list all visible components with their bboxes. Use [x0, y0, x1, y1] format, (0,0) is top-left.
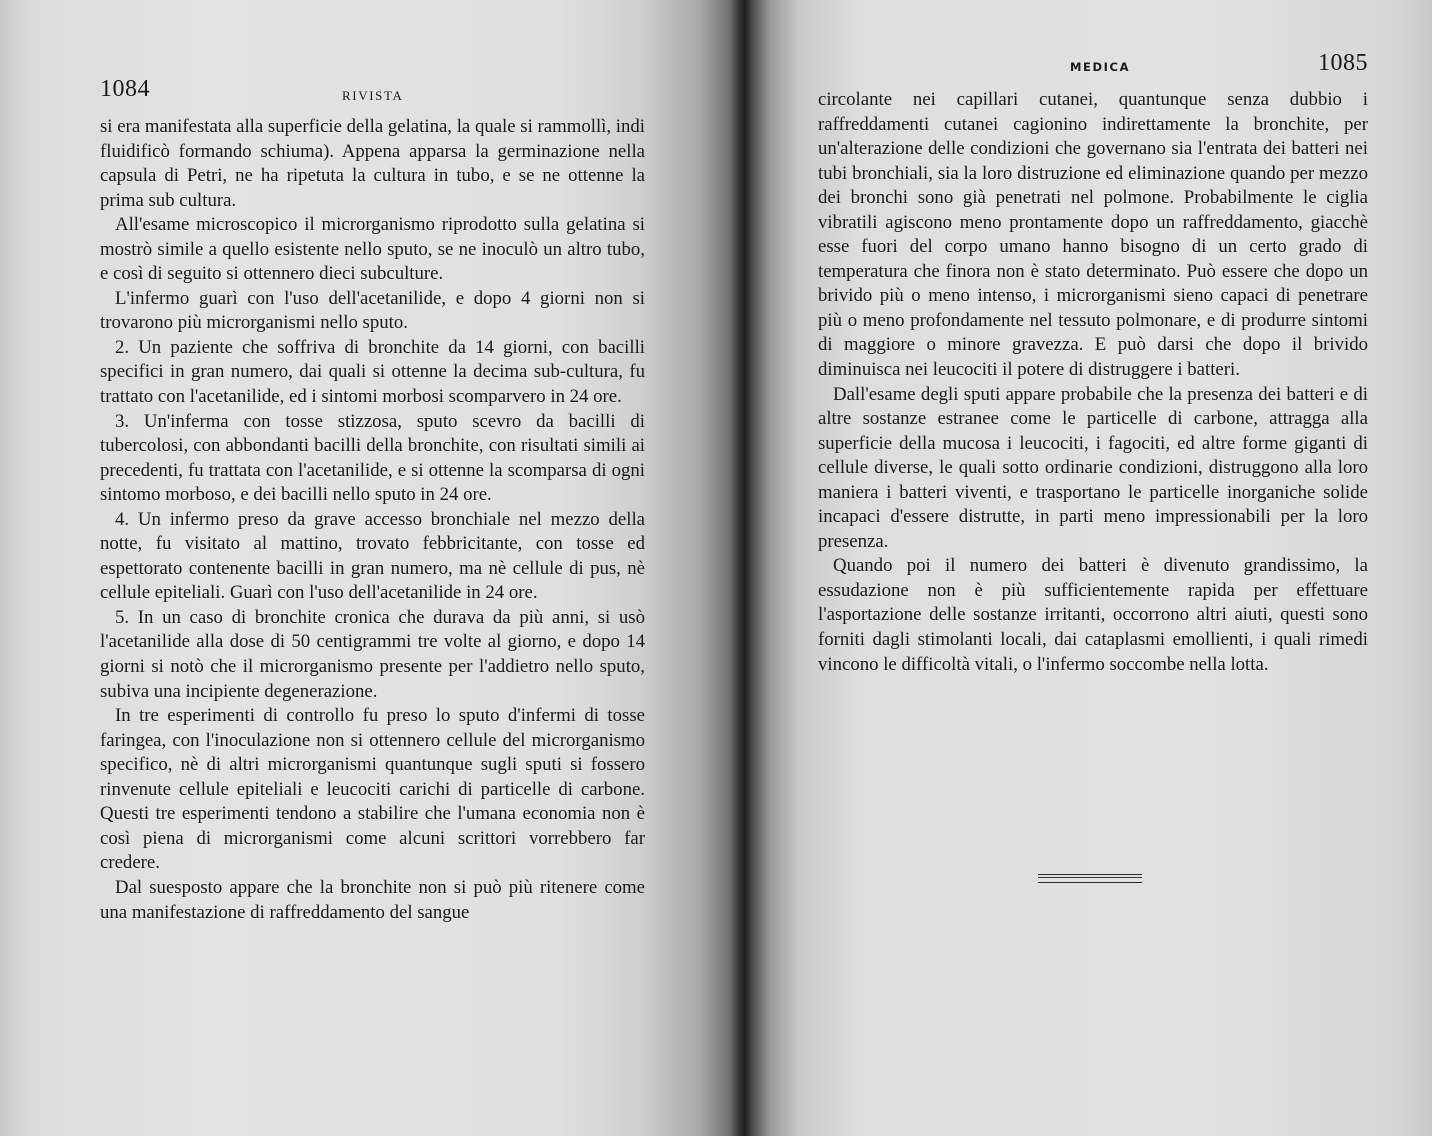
right-page-number: 1085	[1318, 50, 1368, 76]
paragraph: 5. In un caso di bronchite cronica che durava da più anni, si usò l'acetanilide alla dose di 50 centigrammi tre volte al giorno, e dopo 14 giorni si notò che il microrganismo presente per l'addietro nello sputo, subiva una incipiente degenerazione.	[100, 606, 645, 702]
right-body-text	[818, 88, 1368, 677]
paragraph: All'esame microscopico il microrganismo riprodotto sulla gelatina si mostrò simile a quello esistente nello sputo, se ne inoculò un altro tubo, e così di seguito si ottennero dieci subculture.	[100, 214, 645, 285]
paragraph: 4. Un infermo preso da grave accesso bronchiale nel mezzo della notte, fu visitato al mattino, trovato febbricitante, con tosse ed espettorato contenente bacilli in gran numero, ma nè cellule di pus, nè cellule epiteliali. Guarì con l'uso dell'acetanilide in 24 ore.	[100, 508, 645, 604]
paragraph: Dal suesposto appare che la bronchite non si può più ritenere come una manifestazione di raffreddamento del sangue	[100, 876, 645, 923]
right-page	[818, 0, 1368, 1136]
paragraph: si era manifestata alla superficie della gelatina, la quale si rammollì, indi fluidificò formando schiuma). Appena apparsa la germinazione nella capsula di Petri, ne ha ripetuta la cultura in tubo, e se ne ottenne la prima sub cultura.	[100, 116, 645, 211]
paragraph: circolante nei capillari cutanei, quantunque senza dubbio i raffreddamenti cutanei cagionino indirettamente la bronchite, per un'alterazione delle condizioni che governano sia l'entrata dei batteri nei tubi bronchiali, sia la loro distruzione ed eliminazione quando per mezzo dei bronchi sono già penetrati nel polmone. Probabilmente le ciglia vibratili agiscono meno prontamente dopo un raffreddamento, giacchè esse fuori del corpo umano hanno bisogno di un certo grado di temperatura che finora non è stato determinato. Può essere che dopo un brivido più o meno intenso, i microrganismi sieno capaci di penetrare più o meno profondamente nel tessuto polmonare, e di produrre sintomi di maggiore o minore gravezza. E può darsi che dopo il brivido diminuisca nei leucociti il potere di distruggere i batteri.	[818, 89, 1368, 381]
left-body-text	[100, 115, 645, 925]
left-page	[100, 0, 645, 1136]
paragraph: Dall'esame degli sputi appare probabile che la presenza dei batteri e di altre sostanze estranee come le particelle di carbone, attragga alla superficie della mucosa i leucociti, i fagociti, ed altre forme giganti di cellule diverse, le quali sotto ordinarie condizioni, distruggono alla loro maniera i batteri viventi, e trasportano le particelle inorganiche solide incapaci d'essere distrutte, in parti meno impressionabili per la loro presenza.	[818, 383, 1368, 552]
left-running-title: RIVISTA	[342, 88, 404, 103]
paragraph: 2. Un paziente che soffriva di bronchite da 14 giorni, con bacilli specifici in gran numero, dai quali si ottenne la decima sub-cultura, fu trattato con l'acetanilide, ed i sintomi morbosi scomparvero in 24 ore.	[100, 336, 645, 408]
paragraph: 3. Un'inferma con tosse stizzosa, sputo scevro da bacilli di tubercolosi, con abbondanti bacilli della bronchite, con risultati simili ai precedenti, fu trattata con l'acetanilide, e si ottenne la scomparsa di ogni sintomo morboso, e dei bacilli nello sputo in 24 ore.	[100, 410, 645, 506]
paragraph: Quando poi il numero dei batteri è divenuto grandissimo, la essudazione non è più sufficientemente rapida per effettuare l'asportazione delle sostanze irritanti, occorrono altri aiuti, questi sono forniti dagli stimolanti locali, dai cataplasmi emollienti, i quali rimedi vincono le difficoltà vitali, o l'infermo soccombe nella lotta.	[818, 555, 1368, 675]
right-running-title: MEDICA	[1070, 60, 1131, 74]
paragraph: L'infermo guarì con l'uso dell'acetanilide, e dopo 4 giorni non si trovarono più microrganismi nello sputo.	[100, 287, 645, 334]
left-page-number: 1084	[100, 76, 150, 102]
paragraph: In tre esperimenti di controllo fu preso lo sputo d'infermi di tosse faringea, con l'inoculazione non si ottennero cellule del microrganismo specifico, nè di altri microrganismi quantunque sugli sputi si fossero rinvenute cellule epiteliali e leucociti carichi di particelle di carbone. Questi tre esperimenti tendono a stabilire che l'umana economia non è così piena di microrganismi come alcuni scrittori vorrebbero far credere.	[100, 705, 645, 874]
section-end-rule	[1038, 874, 1142, 883]
